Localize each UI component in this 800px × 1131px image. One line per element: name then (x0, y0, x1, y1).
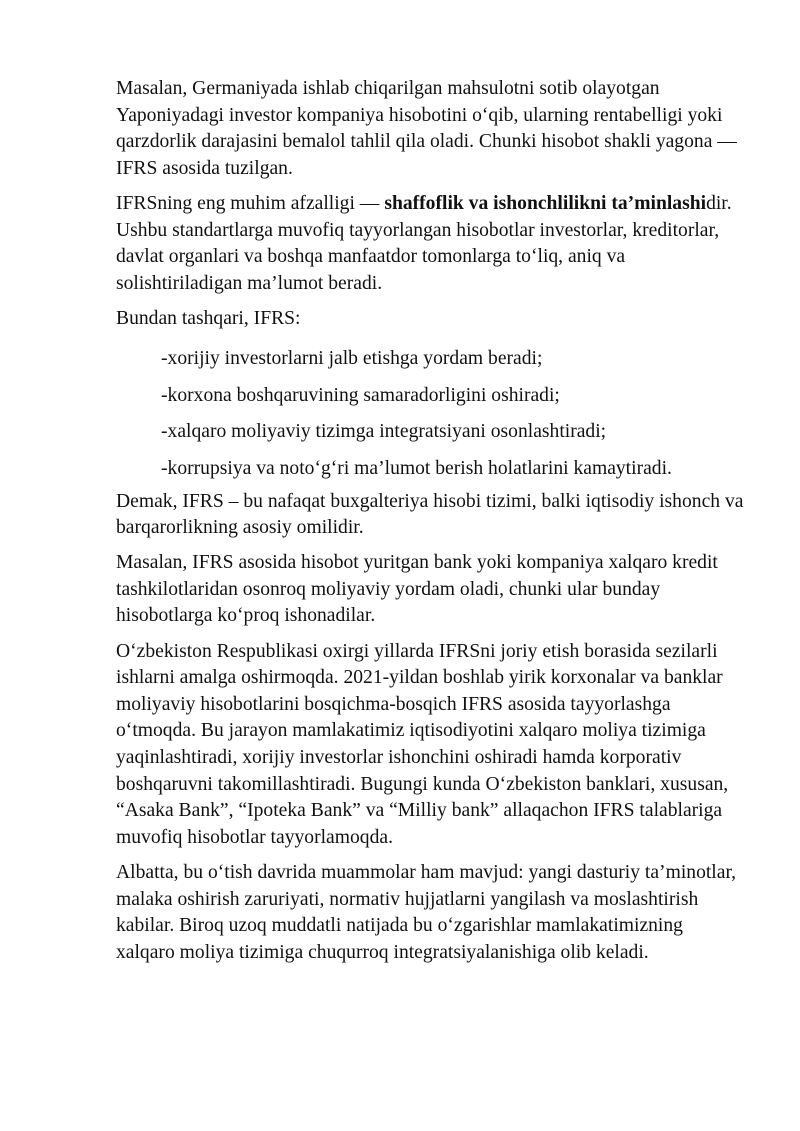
paragraph-ifrs-advantage-rest: dir. Ushbu standartlarga muvofiq tayyorlangan hisobotlar investorlar, kreditorlar, davlat organlari va boshqa manfaatdor tomonlarga to‘liq, aniq va solishtiriladigan ma’lumot beradi. (116, 192, 732, 294)
paragraph-ifrs-advantage (116, 191, 746, 297)
paragraph-example-germany-japan: Masalan, Germaniyada ishlab chiqarilgan mahsulotni sotib olayotgan Yaponiyadagi investor kompaniya hisobotini o‘qib, ularning rentabelligi yoki qarzdorlik darajasini bemalol tahlil qila oladi. Chunki hisobot shakli yagona — IFRS asosida tuzilgan. (116, 78, 737, 179)
list-item: -korrupsiya va noto‘g‘ri ma’lumot berish holatlarini kamaytiradi. (161, 457, 672, 479)
paragraph-bank-example: Masalan, IFRS asosida hisobot yuritgan bank yoki kompaniya xalqaro kredit tashkilotlaridan osonroq moliyaviy yordam oladi, chunki ular bunday hisobotlarga ko‘proq ishonadilar. (116, 552, 718, 627)
paragraph-conclusion: Demak, IFRS – bu nafaqat buxgalteriya hisobi tizimi, balki iqtisodiy ishonch va barqarorlikning asosiy omilidir. (116, 490, 744, 539)
paragraph-challenges: Albatta, bu o‘tish davrida muammolar ham mavjud: yangi dasturiy ta’minotlar, malaka oshirish zaruriyati, normativ hujjatlarni yangilash va moslashtirish kabilar. Biroq uzoq muddatli natijada bu o‘zgarishlar mamlakatimizning xalqaro moliya tizimiga chuqurroq integratsiyalanishiga olib keladi. (116, 862, 737, 963)
document-page (116, 76, 746, 975)
list-item: -xalqaro moliyaviy tizimga integratsiyani osonlashtiradi; (161, 421, 607, 443)
paragraph-ifrs-advantage-bold: shaffoflik va ishonchlilikni ta’minlashi (384, 192, 707, 214)
paragraph-uzbekistan: O‘zbekiston Respublikasi oxirgi yillarda IFRSni joriy etish borasida sezilarli ishlarni amalga oshirmoqda. 2021-yildan boshlab yirik korxonalar va banklar moliyaviy hisobotlarini bosqichma-bosqich IFRS asosida tayyorlashga o‘tmoqda. Bu jarayon mamlakatimiz iqtisodiyotini xalqaro moliya tizimiga yaqinlashtiradi, xorijiy investorlar ishonchini oshiradi hamda korporativ boshqaruvni takomillashtiradi. Bugungi kunda O‘zbekiston banklari, xususan, “Asaka Bank”, “Ipoteka Bank” va “Milliy bank” allaqachon IFRS talablariga muvofiq hisobotlar tayyorlamoqda. (116, 640, 729, 848)
paragraph-list-intro: Bundan tashqari, IFRS: (116, 307, 301, 329)
paragraph-ifrs-advantage-lead: IFRSning eng muhim afzalligi — (116, 192, 385, 214)
list-item: -xorijiy investorlarni jalb etishga yordam beradi; (161, 348, 543, 370)
list-item: -korxona boshqaruvining samaradorligini oshiradi; (161, 384, 560, 406)
